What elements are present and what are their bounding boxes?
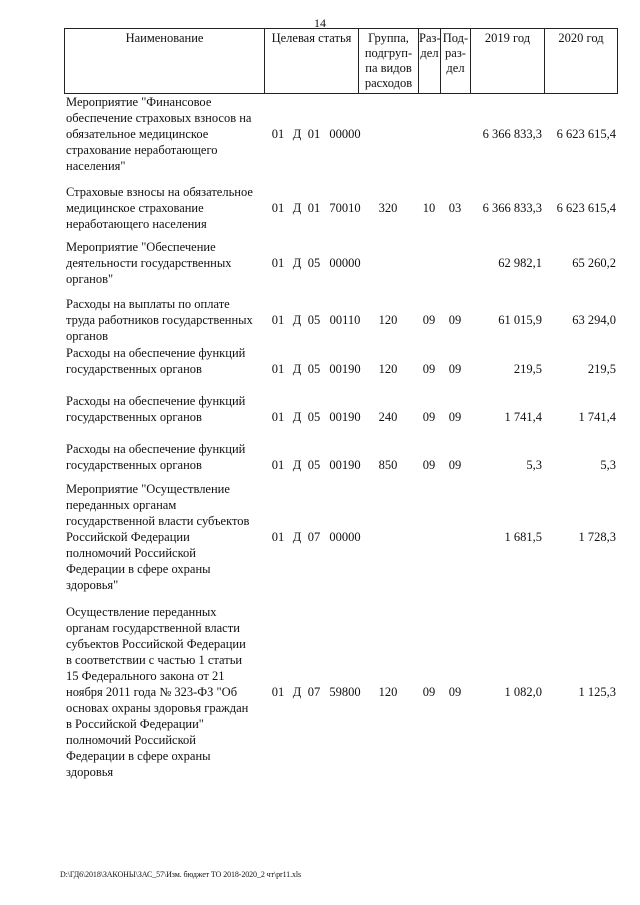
target-article-part: Д: [292, 201, 302, 215]
row-name-line: страхование неработающего: [66, 143, 218, 157]
target-article-part: 01: [307, 127, 321, 141]
amount-2020-cell: 63 294,0: [572, 313, 616, 327]
amount-2019-cell: 1 681,5: [504, 530, 542, 544]
row-name-line: Мероприятие "Осуществление: [66, 482, 230, 496]
target-article-part: 01: [271, 127, 285, 141]
row-name-line: государственных органов: [66, 458, 202, 472]
row-name-line: Расходы на обеспечение функций: [66, 394, 246, 408]
row-name-line: в Российской Федерации": [66, 717, 204, 731]
row-name-line: Мероприятие "Финансовое: [66, 95, 212, 109]
header-year-2019: 2019 год: [471, 29, 545, 93]
amount-2019-cell: 62 982,1: [498, 256, 542, 270]
amount-2019-cell: 1 082,0: [504, 685, 542, 699]
row-name-line: здоровья": [66, 578, 119, 592]
target-article-part: 05: [307, 410, 321, 424]
amount-2020-cell: 6 623 615,4: [556, 127, 616, 141]
row-name-line: здоровья: [66, 765, 114, 779]
row-name: [66, 604, 266, 780]
row-name-line: государственной власти субъектов: [66, 514, 250, 528]
amount-2019-cell: 5,3: [526, 458, 542, 472]
amount-2020-cell: 1 728,3: [578, 530, 616, 544]
target-article-part: 01: [271, 201, 285, 215]
expense-group-cell: 120: [378, 362, 398, 376]
table-header: [64, 28, 618, 94]
amount-2020-cell: 5,3: [600, 458, 616, 472]
expense-group-cell: 120: [378, 685, 398, 699]
row-name-line: 15 Федерального закона от 21: [66, 669, 225, 683]
target-article-part: 00190: [329, 410, 361, 424]
row-name-line: переданных органам: [66, 498, 177, 512]
amount-2020-cell: 65 260,2: [572, 256, 616, 270]
row-name-line: Расходы на обеспечение функций: [66, 346, 246, 360]
row-name: [66, 94, 266, 174]
row-name: [66, 393, 266, 425]
amount-2019-cell: 1 741,4: [504, 410, 542, 424]
target-article-part: 00190: [329, 458, 361, 472]
row-name-line: полномочий Российской: [66, 733, 196, 747]
header-expense-group: Группа, подгруп- па видов расходов: [359, 29, 419, 93]
row-name-line: труда работников государственных: [66, 313, 253, 327]
amount-2020-cell: 6 623 615,4: [556, 201, 616, 215]
target-article-part: 01: [271, 685, 285, 699]
row-name-line: основах охраны здоровья граждан: [66, 701, 249, 715]
target-article-part: 01: [271, 362, 285, 376]
target-article-part: Д: [292, 410, 302, 424]
subsection-cell: 09: [448, 458, 462, 472]
target-article-part: Д: [292, 685, 302, 699]
target-article-part: Д: [292, 127, 302, 141]
section-cell: 09: [422, 685, 436, 699]
row-name-line: Расходы на выплаты по оплате: [66, 297, 230, 311]
row-name-line: в соответствии с частью 1 статьи: [66, 653, 243, 667]
subsection-cell: 09: [448, 685, 462, 699]
row-name-line: Расходы на обеспечение функций: [66, 442, 246, 456]
row-name: [66, 184, 266, 232]
subsection-cell: 03: [448, 201, 462, 215]
row-name-line: Федерации в сфере охраны: [66, 562, 211, 576]
row-name-line: органам государственной власти: [66, 621, 240, 635]
subsection-cell: 09: [448, 313, 462, 327]
target-article-part: 01: [307, 201, 321, 215]
target-article-part: Д: [292, 458, 302, 472]
row-name: [66, 345, 266, 377]
section-cell: 09: [422, 362, 436, 376]
target-article-part: Д: [292, 313, 302, 327]
expense-group-cell: 240: [378, 410, 398, 424]
target-article-part: 05: [307, 362, 321, 376]
target-article-part: 00000: [329, 127, 361, 141]
target-article-part: 01: [271, 256, 285, 270]
header-target-article: Целевая статья: [265, 29, 359, 93]
section-cell: 09: [422, 458, 436, 472]
target-article-part: 01: [271, 530, 285, 544]
section-cell: 09: [422, 313, 436, 327]
row-name-line: обеспечение страховых взносов на: [66, 111, 252, 125]
row-name-line: государственных органов: [66, 410, 202, 424]
amount-2019-cell: 6 366 833,3: [482, 201, 542, 215]
row-name-line: населения": [66, 159, 126, 173]
section-cell: 09: [422, 410, 436, 424]
page-number: 14: [314, 16, 326, 30]
row-name: [66, 296, 266, 344]
row-name-line: субъектов Российской Федерации: [66, 637, 246, 651]
target-article-part: 70010: [329, 201, 361, 215]
row-name: [66, 441, 266, 473]
amount-2019-cell: 61 015,9: [498, 313, 542, 327]
expense-group-cell: 120: [378, 313, 398, 327]
row-name-line: Федерации в сфере охраны: [66, 749, 211, 763]
header-subsection: Под- раз- дел: [441, 29, 471, 93]
subsection-cell: 09: [448, 362, 462, 376]
header-year-2020: 2020 год: [558, 31, 604, 45]
target-article-part: 00000: [329, 530, 361, 544]
row-name-line: обязательное медицинское: [66, 127, 209, 141]
target-article-part: 07: [307, 530, 321, 544]
row-name-line: государственных органов: [66, 362, 202, 376]
target-article-part: 05: [307, 256, 321, 270]
row-name-line: Российской Федерации: [66, 530, 190, 544]
row-name-line: Осуществление переданных: [66, 605, 217, 619]
row-name-line: Страховые взносы на обязательное: [66, 185, 253, 199]
target-article-part: 00000: [329, 256, 361, 270]
target-article-part: 00110: [329, 313, 361, 327]
target-article-part: Д: [292, 256, 302, 270]
target-article-part: 07: [307, 685, 321, 699]
row-name-line: деятельности государственных: [66, 256, 232, 270]
amount-2019-cell: 219,5: [513, 362, 542, 376]
row-name-line: органов: [66, 329, 109, 343]
row-name-line: неработающего населения: [66, 217, 207, 231]
target-article-part: 59800: [329, 685, 361, 699]
file-path-footer: D:\ГД6\2018\ЗАКОНЫ\ЗАС_57\Изм. бюджет ТО 2018-2020_2 чт\pr11.xls: [60, 870, 302, 879]
header-name: Наименование: [65, 29, 265, 93]
row-name-line: медицинское страхование: [66, 201, 204, 215]
row-name: [66, 239, 266, 287]
target-article-part: 01: [271, 313, 285, 327]
target-article-part: 01: [271, 458, 285, 472]
expense-group-cell: 320: [378, 201, 398, 215]
target-article-part: 01: [271, 410, 285, 424]
target-article-part: 00190: [329, 362, 361, 376]
target-article-part: 05: [307, 458, 321, 472]
amount-2020-cell: 1 125,3: [578, 685, 616, 699]
target-article-part: Д: [292, 530, 302, 544]
target-article-part: 05: [307, 313, 321, 327]
amount-2019-cell: 6 366 833,3: [482, 127, 542, 141]
header-section: Раз- дел: [419, 29, 441, 93]
row-name-line: органов": [66, 272, 114, 286]
amount-2020-cell: 1 741,4: [578, 410, 616, 424]
expense-group-cell: 850: [378, 458, 398, 472]
amount-2020-cell: 219,5: [587, 362, 616, 376]
row-name: [66, 481, 266, 593]
target-article-part: Д: [292, 362, 302, 376]
subsection-cell: 09: [448, 410, 462, 424]
row-name-line: Мероприятие "Обеспечение: [66, 240, 216, 254]
section-cell: 10: [422, 201, 436, 215]
row-name-line: ноября 2011 года № 323-ФЗ "Об: [66, 685, 238, 699]
row-name-line: полномочий Российской: [66, 546, 196, 560]
